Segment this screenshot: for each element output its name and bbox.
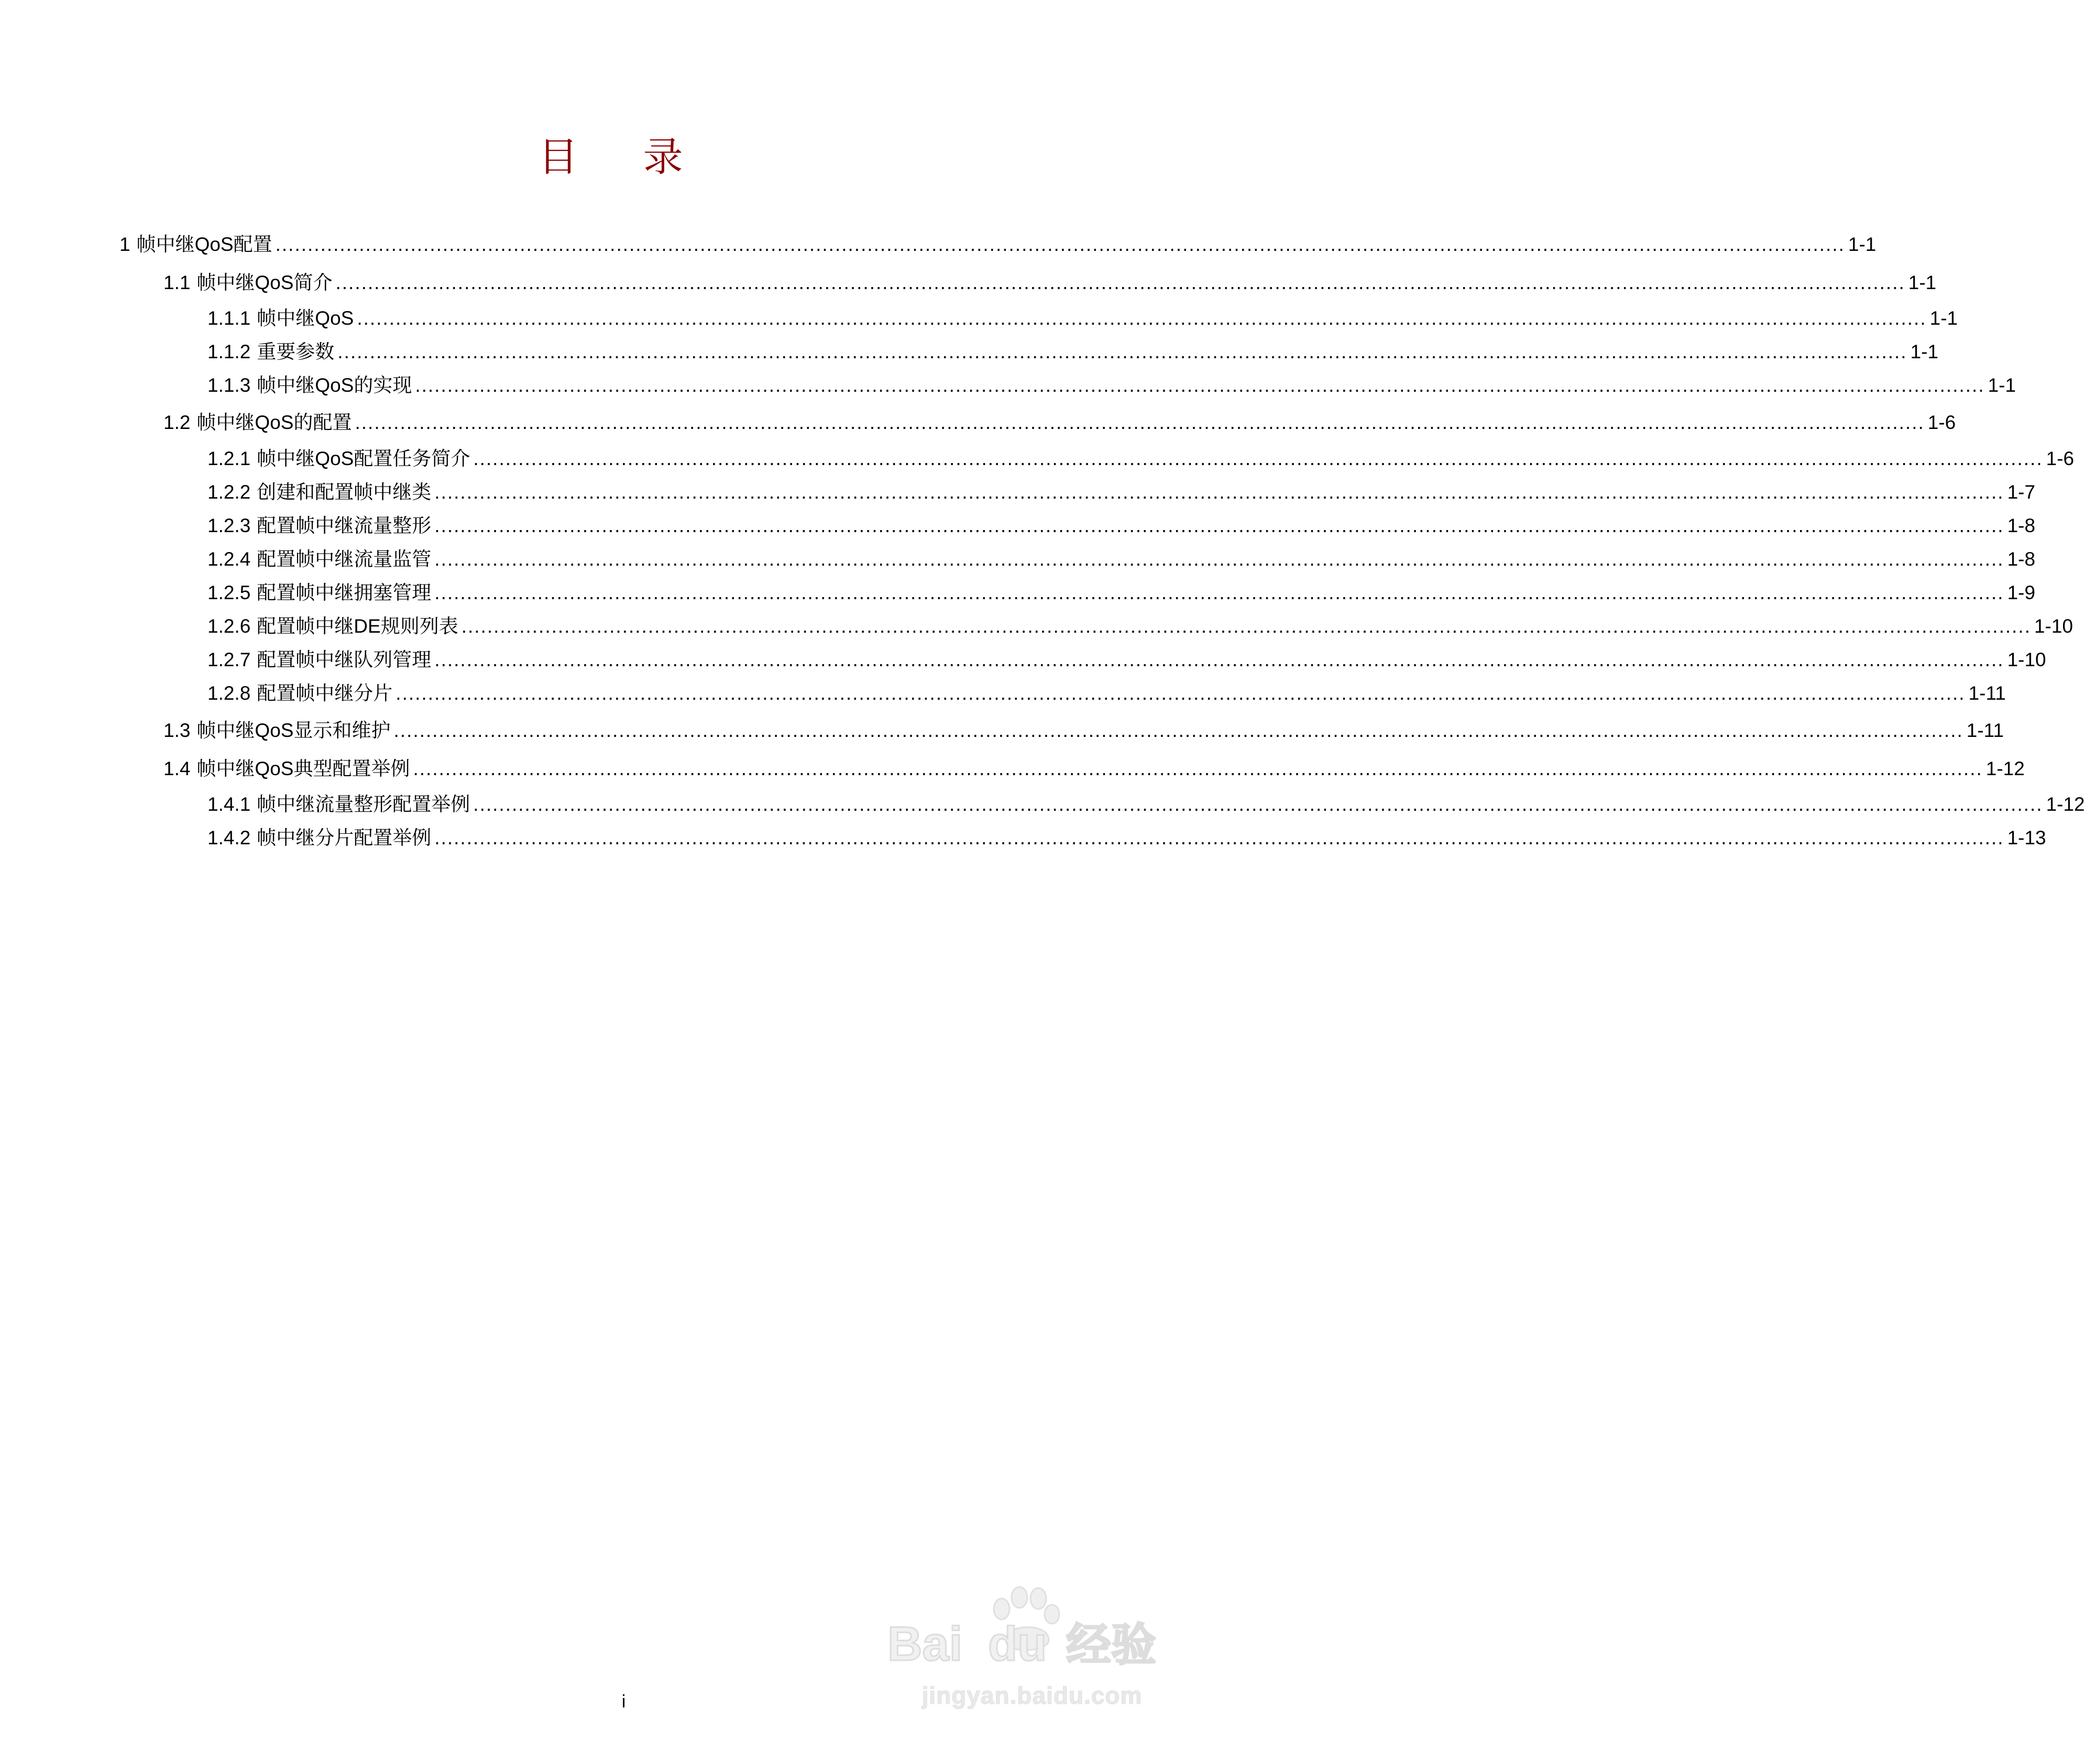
toc-entry-number: 1.2.2 [207,481,251,503]
toc-entry-1-1-2[interactable] [207,340,1939,364]
toc-entry-number: 1.2.4 [207,548,251,570]
toc-entry-number: 1.1.1 [207,307,251,329]
toc-entry-page: 1-1 [1929,307,1958,329]
toc-entry-title: 重要参数 [257,341,335,362]
toc-entry-number: 1.1.2 [207,341,251,362]
toc-entry-1-2-4[interactable] [207,547,2036,571]
toc-entry-number: 1.2.5 [207,582,251,603]
toc-entry-title: 配置帧中继分片 [257,682,393,704]
toc-entry-page: 1-12 [2046,793,2085,815]
toc-entry-number: 1.2.6 [207,615,251,637]
toc-entry-page: 1-9 [2007,582,2036,603]
toc-entry-page: 1-10 [2007,649,2046,670]
toc-entry-number: 1 [119,234,130,255]
watermark-product: 经验 [1066,1619,1156,1671]
toc-entry-page: 1-8 [2007,548,2036,570]
toc-entry-number: 1.1 [163,272,191,293]
toc-dot-leader: .................................................................................................................................................................................................................................................... [393,720,1963,741]
toc-dot-leader: .................................................................................................................................................................................................................................................... [434,649,2004,670]
toc-dot-leader: .................................................................................................................................................................................................................................................... [415,374,1985,396]
toc-entry-1-2-7[interactable] [207,648,2046,672]
watermark-url: jingyan.baidu.com [921,1682,1143,1709]
toc-entry-page: 1-11 [1966,720,2004,741]
toc-dot-leader: .................................................................................................................................................................................................................................................... [434,515,2004,536]
toc-dot-leader: .................................................................................................................................................................................................................................................... [434,827,2004,848]
toc-dot-leader: .................................................................................................................................................................................................................................................... [434,548,2004,570]
toc-entry-number: 1.2 [163,412,191,433]
toc-entry-title: 配置帧中继拥塞管理 [257,582,432,603]
page-number: i [621,1692,626,1712]
toc-entry-1-4-1[interactable] [207,792,2085,817]
toc-entry-1-2-6[interactable] [207,614,2073,638]
toc-entry-page: 1-11 [1968,682,2006,704]
toc-dot-leader: .................................................................................................................................................................................................................................................... [434,582,2004,603]
toc-entry-1[interactable] [119,233,1876,257]
baidu-paw-logo [885,1582,1179,1676]
toc-entry-1-4[interactable] [163,757,2025,781]
toc-entry-number: 1.4.2 [207,827,251,848]
toc-entry-1-2-8[interactable] [207,681,2006,705]
toc-dot-leader: .................................................................................................................................................................................................................................................... [473,448,2043,469]
toc-entry-number: 1.1.3 [207,374,251,396]
toc-entry-page: 1-1 [1908,272,1937,293]
toc-entry-1-2-5[interactable] [207,581,2036,605]
toc-entry-title: 帧中继QoS的配置 [196,412,352,433]
toc-dot-leader: .................................................................................................................................................................................................................................................... [275,234,1845,255]
toc-entry-page: 1-1 [1988,374,2016,396]
toc-entry-title: 配置帧中继流量整形 [257,515,432,536]
toc-entry-title: 帧中继分片配置举例 [257,827,432,848]
toc-entry-page: 1-6 [1927,412,1956,433]
toc-dot-leader: .................................................................................................................................................................................................................................................... [461,615,2031,637]
toc-entry-number: 1.2.7 [207,649,251,670]
toc-entry-1-2[interactable] [163,411,1956,435]
toc-entry-title: 配置帧中继队列管理 [257,649,432,670]
toc-entry-1-1[interactable] [163,271,1937,295]
toc-entry-title: 帧中继QoS [257,307,354,329]
toc-entry-title: 帧中继QoS配置任务简介 [257,448,470,469]
toc-dot-leader: .................................................................................................................................................................................................................................................... [473,793,2043,815]
toc-entry-page: 1-7 [2007,481,2036,503]
toc-entry-1-2-2[interactable] [207,480,2036,504]
watermark-brand: Bai [887,1617,963,1671]
toc-entry-1-1-1[interactable] [207,306,1958,330]
toc-entry-page: 1-13 [2007,827,2046,848]
toc-entry-page: 1-12 [1985,758,2025,779]
toc-entry-number: 1.4 [163,758,191,779]
toc-entry-number: 1.2.8 [207,682,251,704]
toc-entry-1-4-2[interactable] [207,826,2046,850]
toc-dot-leader: .................................................................................................................................................................................................................................................... [355,412,1925,433]
toc-entry-title: 帧中继QoS配置 [136,234,272,255]
toc-dot-leader: .................................................................................................................................................................................................................................................... [434,481,2004,503]
toc-dot-leader: .................................................................................................................................................................................................................................................... [357,307,1927,329]
toc-entry-title: 配置帧中继流量监管 [257,548,432,570]
toc-entry-title: 帧中继QoS显示和维护 [196,720,391,741]
toc-entry-page: 1-10 [2034,615,2073,637]
toc-entry-title: 帧中继QoS简介 [196,272,333,293]
toc-entry-number: 1.2.1 [207,448,251,469]
toc-dot-leader: .................................................................................................................................................................................................................................................... [396,682,1966,704]
toc-entry-title: 创建和配置帧中继类 [257,481,432,503]
toc-entry-title: 帧中继QoS的实现 [257,374,412,396]
toc-entry-1-3[interactable] [163,719,2004,743]
toc-entry-1-2-1[interactable] [207,447,2075,471]
toc-dot-leader: .................................................................................................................................................................................................................................................... [335,272,1905,293]
watermark-brand-suffix: du [988,1617,1047,1671]
toc-entry-title: 帧中继QoS典型配置举例 [196,758,410,779]
toc-dot-leader: .................................................................................................................................................................................................................................................... [413,758,1983,779]
toc-entry-page: 1-1 [1910,341,1939,362]
toc-entry-1-1-3[interactable] [207,373,2016,398]
toc-entry-page: 1-6 [2046,448,2075,469]
toc-entry-1-2-3[interactable] [207,514,2036,538]
toc-entry-title: 配置帧中继DE规则列表 [257,615,458,637]
toc-entry-number: 1.2.3 [207,515,251,536]
toc-entry-number: 1.4.1 [207,793,251,815]
toc-title: 目 录 [538,134,709,180]
toc-entry-page: 1-1 [1848,234,1876,255]
toc-entry-number: 1.3 [163,720,191,741]
toc-entry-page: 1-8 [2007,515,2036,536]
toc-entry-title: 帧中继流量整形配置举例 [257,793,470,815]
toc-dot-leader: .................................................................................................................................................................................................................................................... [337,341,1907,362]
